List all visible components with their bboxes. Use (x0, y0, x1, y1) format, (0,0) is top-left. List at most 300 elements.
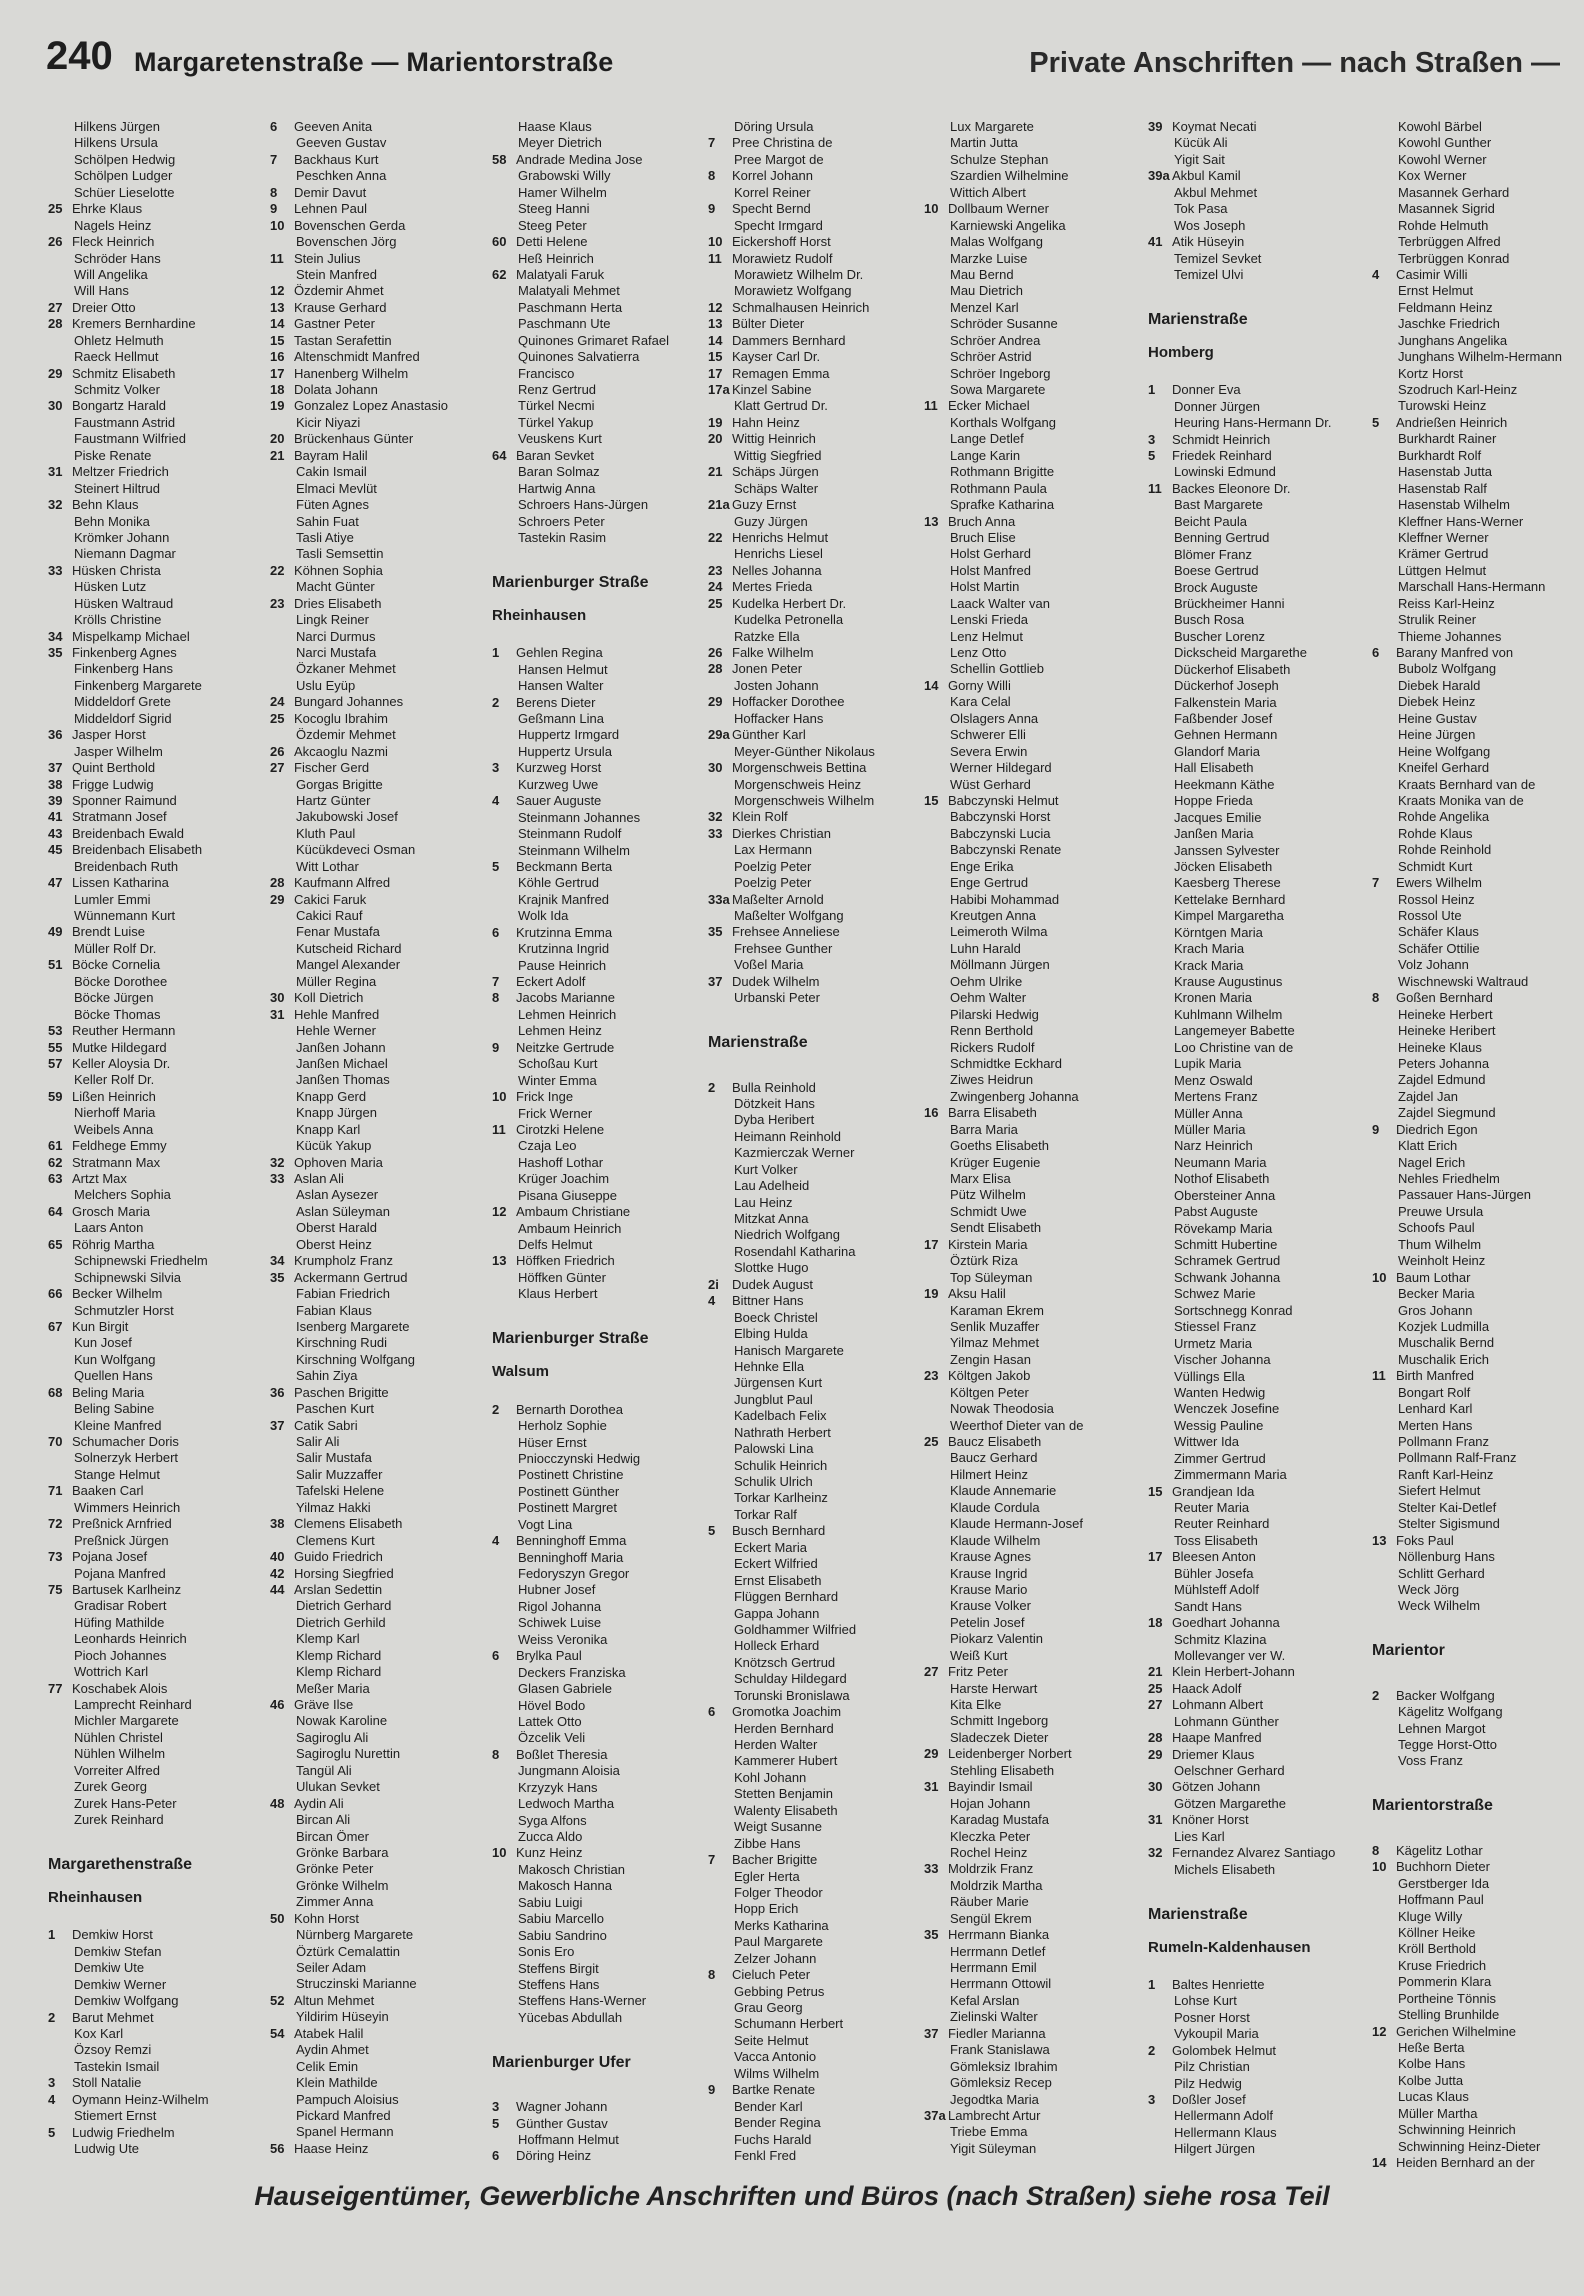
resident-entry (270, 1220, 470, 1236)
resident-name: Gromotka Joachim (732, 1704, 842, 1720)
resident-entry (708, 481, 908, 497)
resident-name: Mangel Alexander (296, 957, 401, 973)
house-number (270, 1089, 294, 1105)
house-number (1372, 1286, 1396, 1302)
resident-entry (1372, 1892, 1572, 1908)
resident-entry (270, 1056, 470, 1072)
resident-name: Harste Herwart (950, 1680, 1038, 1696)
house-number (1148, 875, 1172, 891)
house-number (1148, 760, 1172, 776)
resident-entry (924, 1829, 1134, 1845)
house-number (1148, 1286, 1172, 1302)
resident-name: Heine Jürgen (1398, 727, 1476, 743)
house-number (708, 859, 732, 875)
resident-name: Palowski Lina (734, 1441, 814, 1457)
resident-entry (1148, 958, 1348, 974)
resident-entry (1148, 1253, 1348, 1269)
resident-entry (48, 1187, 246, 1203)
resident-name: Renz Gertrud (518, 382, 597, 397)
house-number (1148, 1369, 1172, 1385)
resident-name: Sagiroglu Ali (296, 1729, 369, 1745)
resident-entry (270, 2141, 470, 2157)
resident-name: Berens Dieter (516, 694, 596, 710)
resident-entry (1372, 1582, 1572, 1598)
house-number (270, 678, 294, 694)
resident-entry (708, 1638, 908, 1654)
resident-name: Demir Davut (294, 184, 367, 200)
resident-name: Zurek Hans-Peter (74, 1795, 177, 1811)
resident-entry (708, 892, 908, 908)
resident-name: Klemp Karl (296, 1631, 360, 1647)
resident-entry (708, 990, 908, 1006)
resident-name: Hellermann Klaus (1174, 2124, 1277, 2140)
resident-name: Köllner Heike (1398, 1924, 1476, 1940)
house-number (924, 1894, 948, 1910)
resident-entry (1372, 1040, 1572, 1056)
resident-entry (708, 267, 908, 283)
resident-entry (492, 711, 690, 727)
resident-entry (1148, 563, 1348, 579)
resident-name: Merten Hans (1398, 1417, 1473, 1433)
resident-entry (270, 530, 470, 546)
house-number: 13 (492, 1253, 507, 1269)
resident-entry (492, 1582, 690, 1598)
spacer (1372, 1671, 1572, 1687)
house-number (270, 2092, 294, 2108)
resident-entry (492, 1517, 690, 1533)
resident-name: Quinones Grimaret Rafael (518, 332, 670, 348)
house-number: 2 (492, 694, 500, 710)
house-number (492, 135, 516, 151)
resident-entry (708, 1655, 908, 1671)
resident-entry (924, 760, 1134, 776)
resident-name: Cakici Rauf (296, 908, 363, 923)
resident-name: Götzen Margarethe (1174, 1795, 1287, 1811)
resident-entry (270, 941, 470, 957)
house-number (1372, 563, 1396, 579)
resident-entry (1148, 2092, 1348, 2108)
resident-entry (924, 1976, 1134, 1992)
resident-entry (492, 1928, 690, 1944)
resident-entry (708, 1737, 908, 1753)
resident-name: Aksu Halil (948, 1286, 1006, 1302)
resident-entry (924, 1105, 1134, 1121)
resident-name: Rochel Heinz (950, 1844, 1028, 1860)
resident-entry (270, 1040, 470, 1056)
resident-entry (270, 1648, 470, 1664)
resident-name: Krüger Joachim (518, 1171, 610, 1187)
house-number (924, 694, 948, 710)
house-number (270, 1319, 294, 1335)
house-number: 19 (708, 414, 723, 430)
resident-name: Renn Berthold (950, 1023, 1034, 1039)
resident-name: Preßnick Jürgen (74, 1532, 169, 1548)
house-number (708, 1573, 732, 1589)
resident-name: Kronen Maria (1174, 990, 1253, 1006)
resident-name: Paschmann Herta (518, 299, 623, 315)
resident-entry (924, 1566, 1134, 1582)
house-number (924, 842, 948, 858)
resident-entry (1148, 908, 1348, 924)
resident-name: Steinert Hiltrud (74, 480, 160, 496)
resident-name: Grabowski Willy (518, 168, 611, 184)
house-number (1372, 1023, 1396, 1039)
resident-entry (270, 168, 470, 184)
house-number: 24 (708, 579, 723, 595)
house-number (924, 1171, 948, 1187)
house-number (1372, 251, 1396, 267)
resident-name: Makosch Christian (518, 1861, 625, 1877)
resident-entry (492, 333, 690, 349)
resident-entry (492, 1221, 690, 1237)
house-number: 34 (48, 628, 63, 644)
resident-entry (492, 267, 690, 283)
house-number (1372, 1991, 1396, 2007)
house-number (270, 1845, 294, 1861)
resident-name: Lehnen Paul (294, 201, 368, 217)
resident-name: Finkenberg Margarete (74, 677, 202, 693)
house-number (270, 464, 294, 480)
resident-entry (1372, 300, 1572, 316)
resident-name: Reuther Hermann (72, 1023, 176, 1039)
resident-name: Cieluch Peter (732, 1967, 811, 1983)
resident-name: Gorny Willi (948, 677, 1011, 693)
house-number (708, 1507, 732, 1523)
resident-name: Nagels Heinz (74, 217, 152, 233)
house-number (708, 1425, 732, 1441)
house-number (708, 744, 732, 760)
resident-name: Kurzweg Uwe (518, 776, 599, 792)
resident-name: Hashoff Lothar (518, 1154, 604, 1170)
resident-entry (1372, 1721, 1572, 1737)
house-number (924, 234, 948, 250)
resident-entry (270, 448, 470, 464)
resident-name: Sahin Ziya (296, 1368, 358, 1384)
resident-name: Peschken Anna (296, 168, 387, 184)
resident-entry (48, 135, 246, 151)
resident-name: Morawietz Rudolf (732, 250, 833, 266)
resident-name: Bernarth Dorothea (516, 1401, 623, 1417)
resident-name: Finkenberg Agnes (72, 645, 177, 660)
house-number (1372, 1007, 1396, 1023)
resident-name: Morgenschweis Heinz (734, 776, 862, 792)
house-number (492, 826, 516, 842)
resident-name: Haape Manfred (1172, 1730, 1262, 1746)
resident-entry (924, 1220, 1134, 1236)
resident-entry (1148, 777, 1348, 793)
resident-name: Hasenstab Wilhelm (1398, 497, 1510, 513)
resident-name: Bruch Elise (950, 529, 1016, 545)
resident-entry (1148, 1286, 1348, 1302)
house-number (48, 1418, 72, 1434)
resident-name: Schipnewski Friedhelm (74, 1253, 208, 1269)
resident-name: Schumacher Doris (72, 1434, 179, 1449)
resident-entry (1372, 201, 1572, 217)
resident-name: Huppertz Ursula (518, 743, 612, 759)
resident-name: Kirschning Wolfgang (296, 1351, 415, 1367)
resident-entry (270, 777, 470, 793)
house-number (1148, 1467, 1172, 1483)
resident-entry (924, 218, 1134, 234)
house-number: 27 (270, 760, 285, 776)
resident-entry (708, 1589, 908, 1605)
resident-name: Loo Christine van de (1174, 1039, 1294, 1055)
house-number (48, 1335, 72, 1351)
house-number (48, 990, 72, 1006)
resident-name: Kutscheid Richard (296, 940, 402, 956)
house-number (1372, 957, 1396, 973)
house-number (1372, 185, 1396, 201)
resident-entry (708, 546, 908, 562)
resident-name: Lupik Maria (1174, 1056, 1242, 1072)
resident-entry (492, 1435, 690, 1451)
resident-name: Koschabek Alois (72, 1680, 168, 1696)
resident-entry (1148, 135, 1348, 151)
house-number (1148, 711, 1172, 727)
resident-entry (924, 2059, 1134, 2075)
resident-name: Quint Berthold (72, 760, 156, 776)
house-number: 31 (924, 1779, 939, 1795)
resident-name: Hartwig Anna (518, 480, 596, 496)
house-number (1372, 1171, 1396, 1187)
house-number (1148, 596, 1172, 612)
house-number (924, 629, 948, 645)
resident-name: Preßnick Arnfried (72, 1516, 172, 1532)
resident-name: Schmitt Ingeborg (950, 1713, 1049, 1729)
resident-entry (270, 1138, 470, 1154)
resident-name: Glasen Gabriele (518, 1681, 612, 1697)
resident-entry (708, 1704, 908, 1720)
house-number (708, 1392, 732, 1408)
resident-name: Dreier Otto (72, 299, 136, 315)
resident-name: Wolk Ida (518, 908, 569, 924)
resident-entry (1148, 1484, 1348, 1500)
house-number: 57 (48, 1055, 63, 1071)
house-number (1148, 135, 1172, 151)
resident-name: Lambrecht Artur (948, 2107, 1041, 2123)
house-number (924, 1335, 948, 1351)
resident-entry (1372, 2007, 1572, 2023)
resident-entry (270, 2124, 470, 2140)
house-number: 13 (708, 316, 723, 332)
resident-name: Karniewski Angelika (950, 217, 1066, 233)
house-number: 33 (708, 825, 723, 841)
resident-entry (1148, 1106, 1348, 1122)
resident-name: Pommerin Klara (1398, 1974, 1492, 1990)
resident-name: Dudek Wilhelm (732, 973, 820, 989)
resident-name: Dickscheid Margarethe (1174, 645, 1307, 661)
house-number (270, 1861, 294, 1877)
page-header (0, 0, 1584, 90)
resident-entry (708, 1606, 908, 1622)
resident-entry (270, 678, 470, 694)
resident-entry (1148, 1467, 1348, 1483)
resident-entry (1148, 1829, 1348, 1845)
house-number (708, 283, 732, 299)
resident-name: Götzen Johann (1172, 1779, 1261, 1795)
house-number: 64 (48, 1203, 63, 1219)
house-number (492, 810, 516, 826)
resident-name: Fenar Mustafa (296, 924, 380, 940)
resident-name: Benninghoff Emma (516, 1533, 627, 1549)
resident-name: Zimmer Gertrud (1174, 1450, 1266, 1466)
resident-entry (492, 1171, 690, 1187)
resident-entry (1372, 1418, 1572, 1434)
resident-name: Huppertz Irmgard (518, 727, 620, 743)
resident-name: Gros Johann (1398, 1302, 1473, 1318)
house-number (1372, 497, 1396, 513)
house-number (1148, 530, 1172, 546)
resident-name: Habibi Mohammad (950, 891, 1060, 907)
house-number (924, 1138, 948, 1154)
resident-name: Hellermann Adolf (1174, 2108, 1273, 2124)
house-number (270, 546, 294, 562)
resident-name: Dietrich Gerhard (296, 1598, 392, 1614)
resident-entry (1372, 168, 1572, 184)
resident-entry (1148, 1862, 1348, 1878)
resident-entry (708, 645, 908, 661)
resident-entry (708, 2016, 908, 2032)
resident-entry (1148, 1352, 1348, 1368)
house-number (1372, 1941, 1396, 1957)
resident-name: Karaman Ekrem (950, 1302, 1044, 1318)
resident-entry (924, 1697, 1134, 1713)
resident-entry (1372, 2106, 1572, 2122)
house-number (924, 777, 948, 793)
resident-entry (1372, 152, 1572, 168)
resident-entry (924, 777, 1134, 793)
resident-entry (270, 1467, 470, 1483)
resident-name: Schoofs Paul (1398, 1220, 1475, 1236)
house-number (1372, 2040, 1396, 2056)
house-number: 25 (924, 1434, 939, 1449)
resident-entry (1148, 1812, 1348, 1828)
resident-entry (492, 2132, 690, 2148)
resident-entry (924, 1927, 1134, 1943)
house-number (924, 218, 948, 234)
resident-name: Sauer Auguste (516, 793, 602, 809)
resident-entry (924, 842, 1134, 858)
house-number (48, 908, 72, 924)
resident-entry (708, 2099, 908, 2115)
resident-entry (48, 152, 246, 168)
resident-name: Cakici Faruk (294, 891, 367, 907)
house-number (708, 875, 732, 891)
house-number (492, 251, 516, 267)
resident-name: Steeg Hanni (518, 201, 590, 217)
resident-name: Böcke Thomas (74, 1006, 161, 1022)
resident-name: Morawietz Wolfgang (734, 283, 852, 299)
resident-name: Bender Karl (734, 2098, 803, 2114)
house-number (48, 744, 72, 760)
resident-name: Kirschning Rudi (296, 1335, 388, 1351)
resident-name: Hoffmann Paul (1398, 1892, 1484, 1908)
resident-name: Pojana Josef (72, 1549, 148, 1565)
resident-name: Heuring Hans-Hermann Dr. (1174, 415, 1332, 431)
resident-entry (1148, 399, 1348, 415)
resident-entry (270, 1779, 470, 1795)
resident-name: Kowohl Gunther (1398, 135, 1492, 151)
house-number (924, 1598, 948, 1614)
resident-name: Foks Paul (1396, 1532, 1454, 1548)
resident-name: Lenhard Karl (1398, 1401, 1473, 1417)
house-number (924, 1253, 948, 1269)
resident-entry (1372, 119, 1572, 135)
resident-entry (1372, 1220, 1572, 1236)
house-number (48, 1187, 72, 1203)
resident-entry (270, 793, 470, 809)
resident-entry (270, 711, 470, 727)
house-number (1372, 727, 1396, 743)
resident-name: Pabst Auguste (1174, 1204, 1258, 1220)
resident-entry (48, 267, 246, 283)
resident-name: Ackermann Gertrud (294, 1269, 408, 1285)
house-number (270, 629, 294, 645)
resident-name: Hoffacker Hans (734, 710, 824, 726)
resident-name: Oymann Heinz-Wilhelm (72, 2091, 209, 2107)
resident-name: Krölls Christine (74, 612, 162, 628)
house-number (1372, 1958, 1396, 1974)
resident-entry (48, 1023, 246, 1039)
resident-entry (270, 1007, 470, 1023)
house-number (708, 1885, 732, 1901)
house-number (924, 366, 948, 382)
house-number (924, 1829, 948, 1845)
resident-name: Kaufmann Alfred (294, 875, 391, 891)
house-number (48, 2108, 72, 2124)
resident-name: Neitzke Gertrude (516, 1039, 615, 1055)
resident-name: Klemp Richard (296, 1647, 382, 1663)
resident-name: Walenty Elisabeth (734, 1802, 838, 1818)
resident-name: Nelles Johanna (732, 562, 822, 578)
resident-entry (48, 2092, 246, 2108)
house-number (48, 1352, 72, 1368)
house-number: 22 (708, 529, 723, 545)
resident-name: Fernandez Alvarez Santiago (1172, 1845, 1336, 1861)
house-number (1148, 1993, 1172, 2009)
house-number (48, 1977, 72, 1993)
resident-name: Röhrig Martha (72, 1236, 155, 1252)
street-heading: Marientor (1372, 1642, 1445, 1660)
house-number (492, 1895, 516, 1911)
resident-name: Menz Oswald (1174, 1072, 1253, 1088)
resident-entry (1372, 2073, 1572, 2089)
house-number (1372, 1335, 1396, 1351)
resident-name: Knapp Karl (296, 1121, 361, 1137)
resident-name: Piokarz Valentin (950, 1631, 1043, 1647)
resident-name: Wittig Siegfried (734, 447, 822, 463)
resident-entry (492, 744, 690, 760)
resident-name: Kremers Bernhardine (72, 316, 196, 332)
resident-name: Faustmann Wilfried (74, 431, 186, 447)
resident-name: Kowohl Werner (1398, 151, 1487, 167)
resident-name: Özsoy Remzi (74, 2042, 152, 2058)
house-number (270, 1072, 294, 1088)
resident-name: Hoppe Frieda (1174, 793, 1253, 809)
resident-entry (492, 2099, 690, 2115)
resident-name: Fenkl Fred (734, 2147, 797, 2163)
house-number: 37 (708, 973, 723, 989)
house-number: 16 (924, 1105, 939, 1121)
house-number: 10 (1372, 1269, 1387, 1285)
house-number (270, 1779, 294, 1795)
house-number (48, 546, 72, 562)
resident-name: Isenberg Margarete (296, 1318, 410, 1334)
resident-name: Zelzer Johann (734, 1950, 817, 1966)
resident-entry (48, 168, 246, 184)
house-number (48, 1007, 72, 1023)
house-number (1148, 218, 1172, 234)
